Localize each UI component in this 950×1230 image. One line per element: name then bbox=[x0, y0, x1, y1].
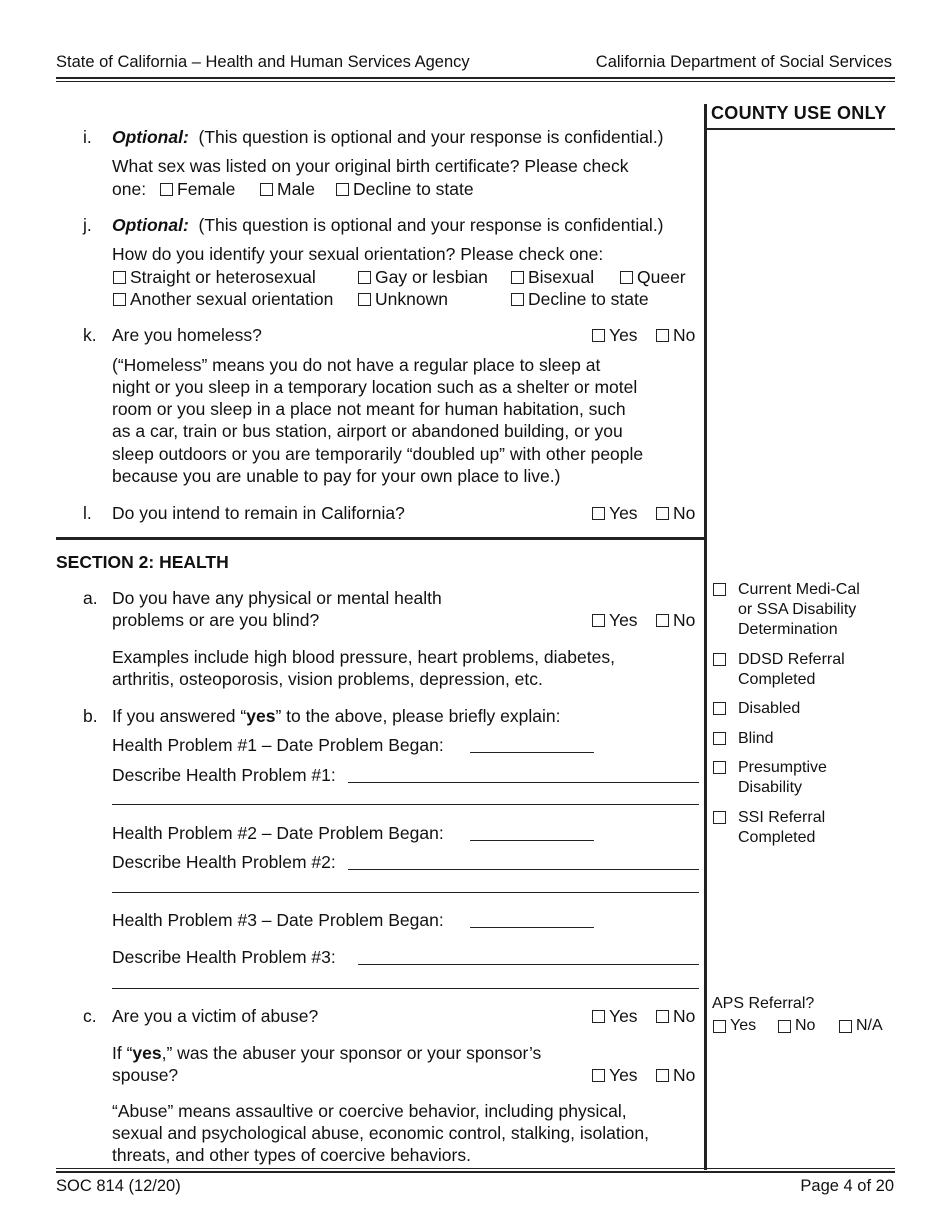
checkbox-icon bbox=[656, 1010, 669, 1023]
problem-1-date-label: Health Problem #1 – Date Problem Began: bbox=[112, 735, 444, 755]
county-check-medical-determination[interactable] bbox=[713, 583, 726, 596]
s2-a-no[interactable]: No bbox=[656, 609, 695, 631]
county-label-medical-determination: Current Medi-Cal or SSA Disability Determination bbox=[738, 581, 860, 638]
q-j-option-bisexual[interactable]: Bisexual bbox=[511, 266, 594, 288]
problem-3-date-field[interactable] bbox=[470, 911, 594, 928]
s2-c-sponsor-yes[interactable]: Yes bbox=[592, 1064, 638, 1086]
county-label-disabled: Disabled bbox=[738, 700, 801, 717]
aps-na[interactable]: N/A bbox=[839, 1015, 883, 1037]
problem-2-date-field[interactable] bbox=[470, 824, 594, 841]
q-k-definition-line: (“Homeless” means you do not have a regular place to sleep at bbox=[112, 355, 601, 375]
q-i-letter: i. bbox=[83, 127, 92, 147]
problem-2-desc-label: Describe Health Problem #2: bbox=[112, 852, 336, 872]
q-l-letter: l. bbox=[83, 503, 92, 523]
page-number: Page 4 of 20 bbox=[800, 1177, 894, 1195]
q-l-no[interactable]: No bbox=[656, 502, 695, 524]
problem-3-desc-field[interactable] bbox=[358, 948, 699, 965]
s2-a-examples: Examples include high blood pressure, heart problems, diabetes, bbox=[112, 647, 615, 667]
checkbox-icon bbox=[656, 614, 669, 627]
q-k-definition-line: as a car, train or bus station, airport or abandoned building, or you bbox=[112, 421, 623, 441]
q-j-option-unknown[interactable]: Unknown bbox=[358, 288, 448, 310]
s2-a-yes[interactable]: Yes bbox=[592, 609, 638, 631]
section-divider bbox=[56, 537, 704, 540]
q-i-option-decline[interactable]: Decline to state bbox=[336, 178, 474, 200]
problem-2-desc-field-line2[interactable] bbox=[112, 876, 699, 893]
form-id: SOC 814 (12/20) bbox=[56, 1177, 181, 1195]
problem-1-desc-field[interactable] bbox=[348, 766, 699, 783]
checkbox-icon bbox=[592, 1069, 605, 1082]
checkbox-icon bbox=[592, 507, 605, 520]
checkbox-icon bbox=[713, 1020, 726, 1033]
checkbox-icon bbox=[358, 293, 371, 306]
s2-c-letter: c. bbox=[83, 1006, 97, 1026]
problem-1-desc-field-line2[interactable] bbox=[112, 788, 699, 805]
county-label-ddsd-referral: DDSD Referral Completed bbox=[738, 651, 845, 688]
section-2-title: SECTION 2: HEALTH bbox=[56, 552, 229, 572]
s2-a-examples: arthritis, osteoporosis, vision problems, depression, etc. bbox=[112, 669, 543, 689]
problem-3-desc-field-line2[interactable] bbox=[112, 972, 699, 989]
s2-c-definition: “Abuse” means assaultive or coercive behavior, including physical, bbox=[112, 1101, 627, 1121]
agency-header: State of California – Health and Human Services Agency bbox=[56, 53, 470, 71]
county-title-rule bbox=[707, 128, 895, 130]
q-j-letter: j. bbox=[83, 215, 92, 235]
county-label-presumptive: Presumptive Disability bbox=[738, 759, 827, 796]
checkbox-icon bbox=[656, 329, 669, 342]
q-k-no[interactable]: No bbox=[656, 324, 695, 346]
header-rule-bottom bbox=[56, 81, 895, 82]
q-l-yes[interactable]: Yes bbox=[592, 502, 638, 524]
county-use-only-title: COUNTY USE ONLY bbox=[711, 103, 887, 123]
s2-a-letter: a. bbox=[83, 588, 98, 608]
county-label-ssi-referral: SSI Referral Completed bbox=[738, 809, 826, 846]
s2-b-letter: b. bbox=[83, 706, 98, 726]
q-i-lead: one: bbox=[112, 179, 147, 199]
s2-a-line1: Do you have any physical or mental health bbox=[112, 588, 442, 608]
q-k-definition-line: sleep outdoors or you are temporarily “doubled up” with other people bbox=[112, 444, 644, 464]
q-k-question: Are you homeless? bbox=[112, 325, 262, 345]
q-j-optional: Optional: (This question is optional and your response is confidential.) bbox=[112, 215, 664, 235]
s2-c-definition: sexual and psychological abuse, economic control, stalking, isolation, bbox=[112, 1123, 649, 1143]
checkbox-icon bbox=[656, 507, 669, 520]
problem-3-date-label: Health Problem #3 – Date Problem Began: bbox=[112, 910, 444, 930]
county-check-disabled[interactable] bbox=[713, 702, 726, 715]
county-label-blind: Blind bbox=[738, 730, 774, 747]
county-check-blind[interactable] bbox=[713, 732, 726, 745]
aps-no[interactable]: No bbox=[778, 1015, 815, 1037]
s2-c-followup-line2: spouse? bbox=[112, 1065, 179, 1085]
q-k-definition-line: because you are unable to pay for your own place to live.) bbox=[112, 466, 561, 486]
county-check-ssi-referral[interactable] bbox=[713, 811, 726, 824]
checkbox-icon bbox=[113, 293, 126, 306]
q-k-definition-line: room or you sleep in a place not meant for human habitation, such bbox=[112, 399, 626, 419]
s2-c-definition: threats, and other types of coercive behaviors. bbox=[112, 1145, 471, 1165]
county-check-presumptive[interactable] bbox=[713, 761, 726, 774]
footer-rule-bottom bbox=[56, 1171, 895, 1173]
s2-c-yes[interactable]: Yes bbox=[592, 1005, 638, 1027]
checkbox-icon bbox=[839, 1020, 852, 1033]
checkbox-icon bbox=[260, 183, 273, 196]
q-i-question: What sex was listed on your original birth certificate? Please check bbox=[112, 156, 629, 176]
checkbox-icon bbox=[592, 1010, 605, 1023]
s2-c-question: Are you a victim of abuse? bbox=[112, 1006, 319, 1026]
header-rule-top bbox=[56, 77, 895, 79]
s2-c-followup: If “yes,” was the abuser your sponsor or your sponsor’s bbox=[112, 1043, 542, 1063]
problem-3-desc-label: Describe Health Problem #3: bbox=[112, 947, 336, 967]
checkbox-icon bbox=[592, 614, 605, 627]
q-i-option-female[interactable]: Female bbox=[160, 178, 235, 200]
s2-a-line2: problems or are you blind? bbox=[112, 610, 320, 630]
checkbox-icon bbox=[656, 1069, 669, 1082]
q-j-option-queer[interactable]: Queer bbox=[620, 266, 686, 288]
s2-c-sponsor-no[interactable]: No bbox=[656, 1064, 695, 1086]
q-k-definition-line: night or you sleep in a temporary location such as a shelter or motel bbox=[112, 377, 638, 397]
checkbox-icon bbox=[511, 293, 524, 306]
department-header: California Department of Social Services bbox=[595, 53, 892, 71]
s2-b-prompt: If you answered “yes” to the above, please briefly explain: bbox=[112, 706, 561, 726]
aps-yes[interactable]: Yes bbox=[713, 1015, 756, 1037]
q-k-yes[interactable]: Yes bbox=[592, 324, 638, 346]
problem-1-date-field[interactable] bbox=[470, 736, 594, 753]
q-j-option-gay[interactable]: Gay or lesbian bbox=[358, 266, 488, 288]
q-j-option-straight[interactable]: Straight or heterosexual bbox=[113, 266, 316, 288]
county-check-ddsd-referral[interactable] bbox=[713, 653, 726, 666]
checkbox-icon bbox=[511, 271, 524, 284]
q-j-option-decline[interactable]: Decline to state bbox=[511, 288, 649, 310]
q-k-letter: k. bbox=[83, 325, 97, 345]
problem-1-desc-label: Describe Health Problem #1: bbox=[112, 765, 336, 785]
q-i-option-male[interactable]: Male bbox=[260, 178, 315, 200]
q-j-option-another[interactable]: Another sexual orientation bbox=[113, 288, 333, 310]
checkbox-icon bbox=[113, 271, 126, 284]
checkbox-icon bbox=[620, 271, 633, 284]
checkbox-icon bbox=[358, 271, 371, 284]
checkbox-icon bbox=[778, 1020, 791, 1033]
checkbox-icon bbox=[592, 329, 605, 342]
problem-2-date-label: Health Problem #2 – Date Problem Began: bbox=[112, 823, 444, 843]
q-l-question: Do you intend to remain in California? bbox=[112, 503, 405, 523]
aps-referral-label: APS Referral? bbox=[712, 995, 815, 1012]
problem-2-desc-field[interactable] bbox=[348, 853, 699, 870]
checkbox-icon bbox=[160, 183, 173, 196]
q-i-optional: Optional: (This question is optional and your response is confidential.) bbox=[112, 127, 664, 147]
s2-c-no[interactable]: No bbox=[656, 1005, 695, 1027]
county-column-divider bbox=[704, 104, 707, 1170]
q-j-question: How do you identify your sexual orientation? Please check one: bbox=[112, 244, 604, 264]
checkbox-icon bbox=[336, 183, 349, 196]
footer-rule-top bbox=[56, 1168, 895, 1169]
